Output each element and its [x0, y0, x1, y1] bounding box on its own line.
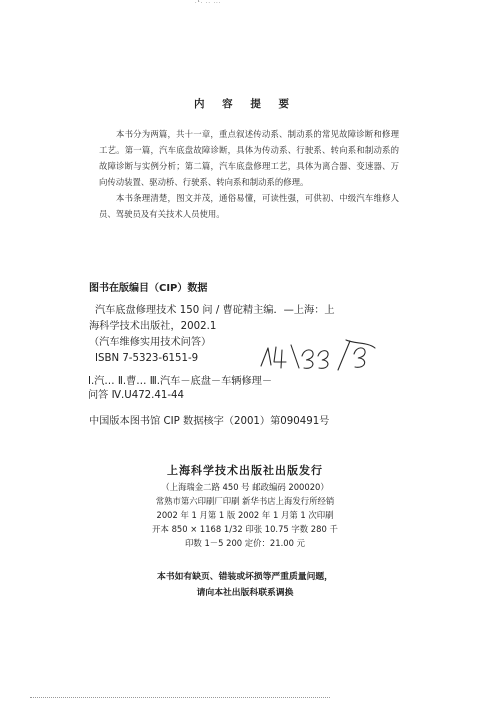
quality-notice	[0, 569, 490, 601]
publisher-name: 上海科学技术出版社出版发行	[167, 464, 323, 477]
bottom-scan-artifact	[30, 697, 330, 702]
cip-line-publisher: 海科学技术出版社，2002.1	[89, 321, 217, 332]
publisher-address: （上海瑞金二路 450 号 邮政编码 200020）	[161, 482, 329, 492]
imprint-block	[0, 462, 490, 550]
summary-paragraph-2: 本书条理清楚，图文并茂，通俗易懂，可读性强，可供初、中级汽车维修人员、驾驶员及有关技术人员使用。	[99, 193, 399, 219]
cip-title: 图书在版编目（CIP）数据	[89, 283, 208, 294]
summary-heading: 内 容 提 要	[194, 98, 296, 110]
edition-info: 2002 年 1 月第 1 版 2002 年 1 月第 1 次印刷	[156, 510, 334, 520]
format-info: 开本 850 × 1168 1/32 印张 10.75 字数 280 千	[152, 524, 338, 534]
subject-headings	[88, 375, 272, 403]
summary-text	[99, 126, 399, 222]
notice-line-2: 请向本社出版科联系调换	[196, 588, 294, 598]
subject-line-2: 问答 Ⅳ.U472.41-44	[88, 390, 184, 401]
printer-distributor: 常熟市第六印刷厂印刷 新华书店上海发行所经销	[155, 496, 335, 506]
cip-record-number: 中国版本图书馆 CIP 数据核字（2001）第090491号	[89, 416, 330, 427]
subject-line-1: Ⅰ.汽… Ⅱ.曹… Ⅲ.汽车－底盘－车辆修理－	[88, 376, 273, 387]
cip-line-isbn: ISBN 7-5323-6151-9	[95, 353, 199, 364]
top-margin-fragment: ·¹· ·· ···	[195, 0, 222, 5]
cip-line-series: （汽车维修实用技术问答）	[89, 337, 212, 348]
handwritten-call-number	[258, 338, 378, 372]
cip-line-title: 汽车底盘修理技术 150 问 / 曹砣精主编．—上海：上	[95, 305, 335, 316]
print-run-price: 印数 1－5 200 定价：21.00 元	[185, 538, 305, 548]
summary-paragraph-1: 本书分为两篇，共十一章，重点叙述传动系、制动系的常见故障诊断和修理工艺。第一篇，汽车底盘故障诊断，具体为传动系、行驶系、转向系和制动系的故障诊断与实例分析；第二篇，汽车底盘修理工艺，具体为离合器、变速器、万向传动装置、驱动桥、行驶系、转向系和制动系的修理。	[99, 129, 399, 187]
notice-line-1: 本书如有缺页、错装或坏损等严重质量问题，	[157, 572, 333, 582]
